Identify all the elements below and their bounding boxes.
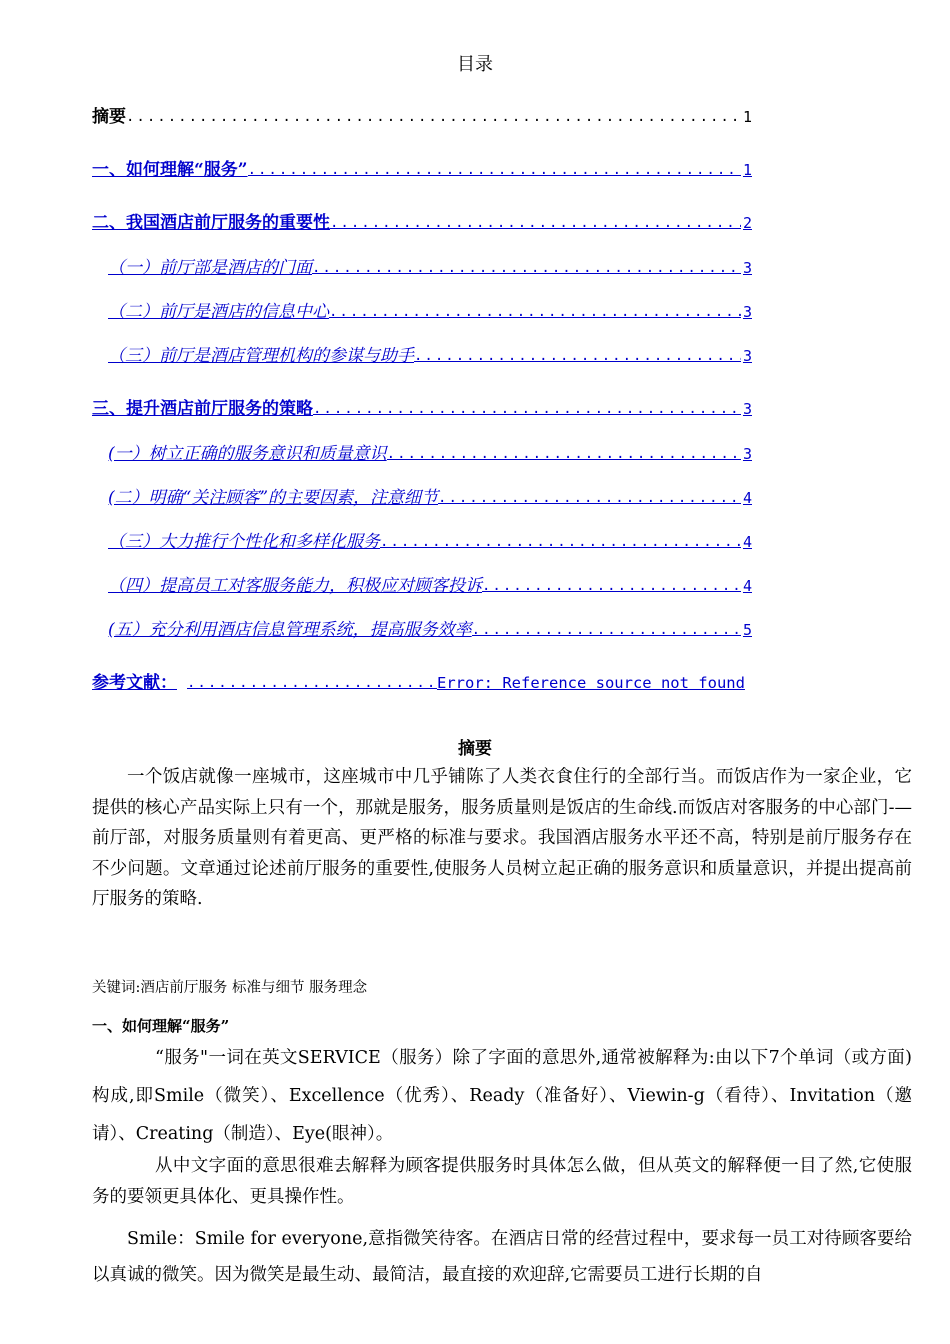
abstract-body: 一个饭店就像一座城市，这座城市中几乎铺陈了人类衣食住行的全部行当。而饭店作为一家企业，它提供的核心产品实际上只有一个，那就是服务，服务质量则是饭店的生命线.而饭店对客服务的中心部门-—前厅部，对服务质量则有着更高、更严格的标准与要求。我国酒店服务水平还不高，特别是前厅服务存在不少问题。文章通过论述前厅服务的重要性,使服务人员树立起正确的服务意识和质量意识，并提出提高前厅服务的策略.	[92, 767, 912, 909]
toc-page-number: 5	[742, 621, 752, 639]
toc-entry-text: （一）前厅部是酒店的门面	[108, 258, 312, 278]
toc-entry-section-3-1[interactable]	[108, 441, 752, 465]
toc-entry-text: 一、如何理解“服务”	[92, 160, 248, 180]
toc-leader	[312, 257, 741, 279]
toc-entry-section-3-3[interactable]	[108, 529, 752, 553]
toc-entry-text: （二）前厅是酒店的信息中心	[108, 302, 329, 322]
toc-entry-text: (二）明确“关注顾客”的主要因素，注意细节	[108, 488, 439, 508]
section-1-paragraph-3: Smile：Smile for everyone,意指微笑待客。在酒店日常的经营过程中，要求每一员工对待顾客要给以真诚的微笑。因为微笑是最生动、最简洁，最直接的欢迎辞,它需要员工进行长期的自	[92, 1229, 912, 1285]
toc-page-number: 3	[742, 259, 752, 277]
toc-entry-text: (五）充分利用酒店信息管理系统，提高服务效率	[108, 620, 472, 640]
toc-leader	[329, 301, 741, 323]
toc-entry-abstract[interactable]	[92, 104, 752, 128]
toc-reference-error: Error: Reference source not found	[437, 674, 745, 692]
toc-entry-section-2-2[interactable]	[108, 299, 752, 323]
toc-entry-text: 二、我国酒店前厅服务的重要性	[92, 213, 330, 233]
toc-entry-text: 三、提升酒店前厅服务的策略	[92, 399, 313, 419]
toc-page-number: 3	[742, 445, 752, 463]
toc-leader	[187, 672, 437, 694]
toc-page-number: 1	[742, 108, 752, 126]
toc-page-number: 3	[742, 347, 752, 365]
section-1-heading: 一、如何理解“服务”	[92, 1017, 230, 1035]
toc-page-number: 1	[742, 161, 752, 179]
toc-title: 目录	[457, 54, 493, 75]
toc-page-number: 3	[742, 400, 752, 418]
section-1-paragraph-2: 从中文字面的意思很难去解释为顾客提供服务时具体怎么做，但从英文的解释便一目了然,它使服务的要领更具体化、更具操作性。	[92, 1156, 912, 1207]
toc-leader	[380, 531, 741, 553]
toc-entry-references[interactable]	[92, 670, 752, 694]
section-1-paragraph-1: “服务"一词在英文SERVICE（服务）除了字面的意思外,通常被解释为:由以下7个单词（或方面)构成,即Smile（微笑）、Excellence（优秀）、Ready（准备好）、Viewin-g（看待）、Invitation（邀请）、Creating（制造）、Eye(眼神）。	[92, 1048, 912, 1144]
toc-entry-text: 摘要	[92, 107, 126, 127]
toc-entry-section-3-4[interactable]	[108, 573, 752, 597]
abstract-title: 摘要	[458, 739, 492, 759]
toc-leader	[438, 487, 741, 509]
toc-leader	[313, 398, 741, 420]
toc-entry-section-3-5[interactable]	[108, 617, 752, 641]
toc-entry-text: 参考文献：	[92, 673, 177, 693]
toc-entry-text: （三）前厅是酒店管理机构的参谋与助手	[108, 346, 414, 366]
toc-entry-section-1[interactable]	[92, 157, 752, 181]
toc-leader	[414, 345, 741, 367]
toc-entry-section-3-2[interactable]	[108, 485, 752, 509]
toc-entry-text: （三）大力推行个性化和多样化服务	[108, 532, 380, 552]
toc-page-number: 4	[742, 577, 752, 595]
keywords: 关键词:酒店前厅服务 标准与细节 服务理念	[92, 980, 368, 996]
toc-entry-text: (一）树立正确的服务意识和质量意识	[108, 444, 387, 464]
toc-leader	[482, 575, 741, 597]
toc-page-number: 4	[742, 533, 752, 551]
toc-entry-section-2-1[interactable]	[108, 255, 752, 279]
toc-page-number: 3	[742, 303, 752, 321]
toc-leader	[126, 106, 741, 128]
toc-entry-text: （四）提高员工对客服务能力，积极应对顾客投诉	[108, 576, 482, 596]
toc-entry-section-2[interactable]	[92, 210, 752, 234]
toc-page-number: 4	[742, 489, 752, 507]
toc-leader	[472, 619, 741, 641]
toc-leader	[330, 212, 741, 234]
toc-page-number: 2	[742, 214, 752, 232]
toc-leader	[387, 443, 741, 465]
toc-entry-section-3[interactable]	[92, 396, 752, 420]
toc-entry-section-2-3[interactable]	[108, 343, 752, 367]
toc-leader	[248, 159, 741, 181]
